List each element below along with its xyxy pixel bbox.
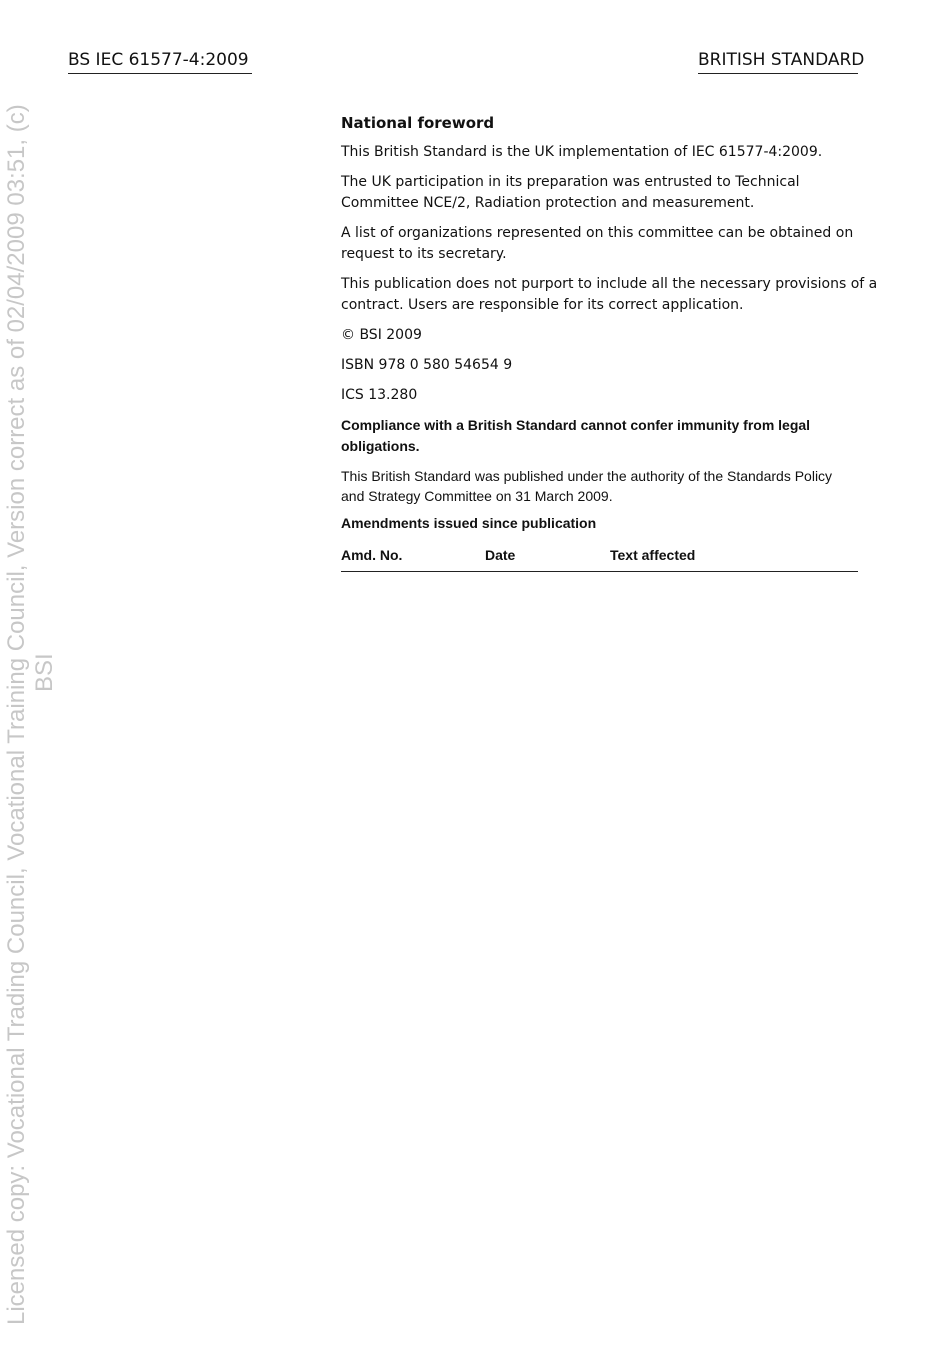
amendments-table-header bbox=[341, 547, 858, 572]
column-text-affected: Text affected bbox=[610, 547, 696, 563]
national-foreword-section bbox=[341, 114, 881, 572]
watermark-line-1: Licensed copy: Vocational Trading Council, Vocational Training Council, Version correct as of 02/04/2009 03:51, (c) bbox=[3, 104, 30, 1325]
ics-line: ICS 13.280 bbox=[341, 387, 418, 403]
section-heading: National foreword bbox=[341, 114, 495, 132]
column-date: Date bbox=[485, 547, 516, 563]
compliance-statement: Compliance with a British Standard cannot confer immunity from legal obligations. bbox=[341, 417, 811, 454]
amendments-title: Amendments issued since publication bbox=[341, 515, 597, 531]
isbn-line: ISBN 978 0 580 54654 9 bbox=[341, 357, 513, 373]
implementation-paragraph: This British Standard is the UK implementation of IEC 61577-4:2009. bbox=[341, 144, 823, 160]
column-amd-no: Amd. No. bbox=[341, 547, 403, 563]
watermark-line-2: BSI bbox=[31, 653, 58, 692]
copyright-line: © BSI 2009 bbox=[341, 327, 422, 343]
license-watermark bbox=[0, 0, 60, 1345]
committee-paragraph: The UK participation in its preparation was entrusted to Technical Committee NCE/2, Radiation protection and measurement. bbox=[341, 174, 800, 211]
authority-statement: This British Standard was published under the authority of the Standards Policy and Strategy Committee on 31 March 2009. bbox=[341, 468, 833, 504]
provisions-paragraph: This publication does not purport to include all the necessary provisions of a contract. Users are responsible for its correct application. bbox=[341, 276, 878, 313]
document-number: BS IEC 61577-4:2009 bbox=[68, 50, 252, 74]
organizations-paragraph: A list of organizations represented on this committee can be obtained on request to its secretary. bbox=[341, 225, 854, 262]
document-series: BRITISH STANDARD bbox=[698, 50, 858, 74]
